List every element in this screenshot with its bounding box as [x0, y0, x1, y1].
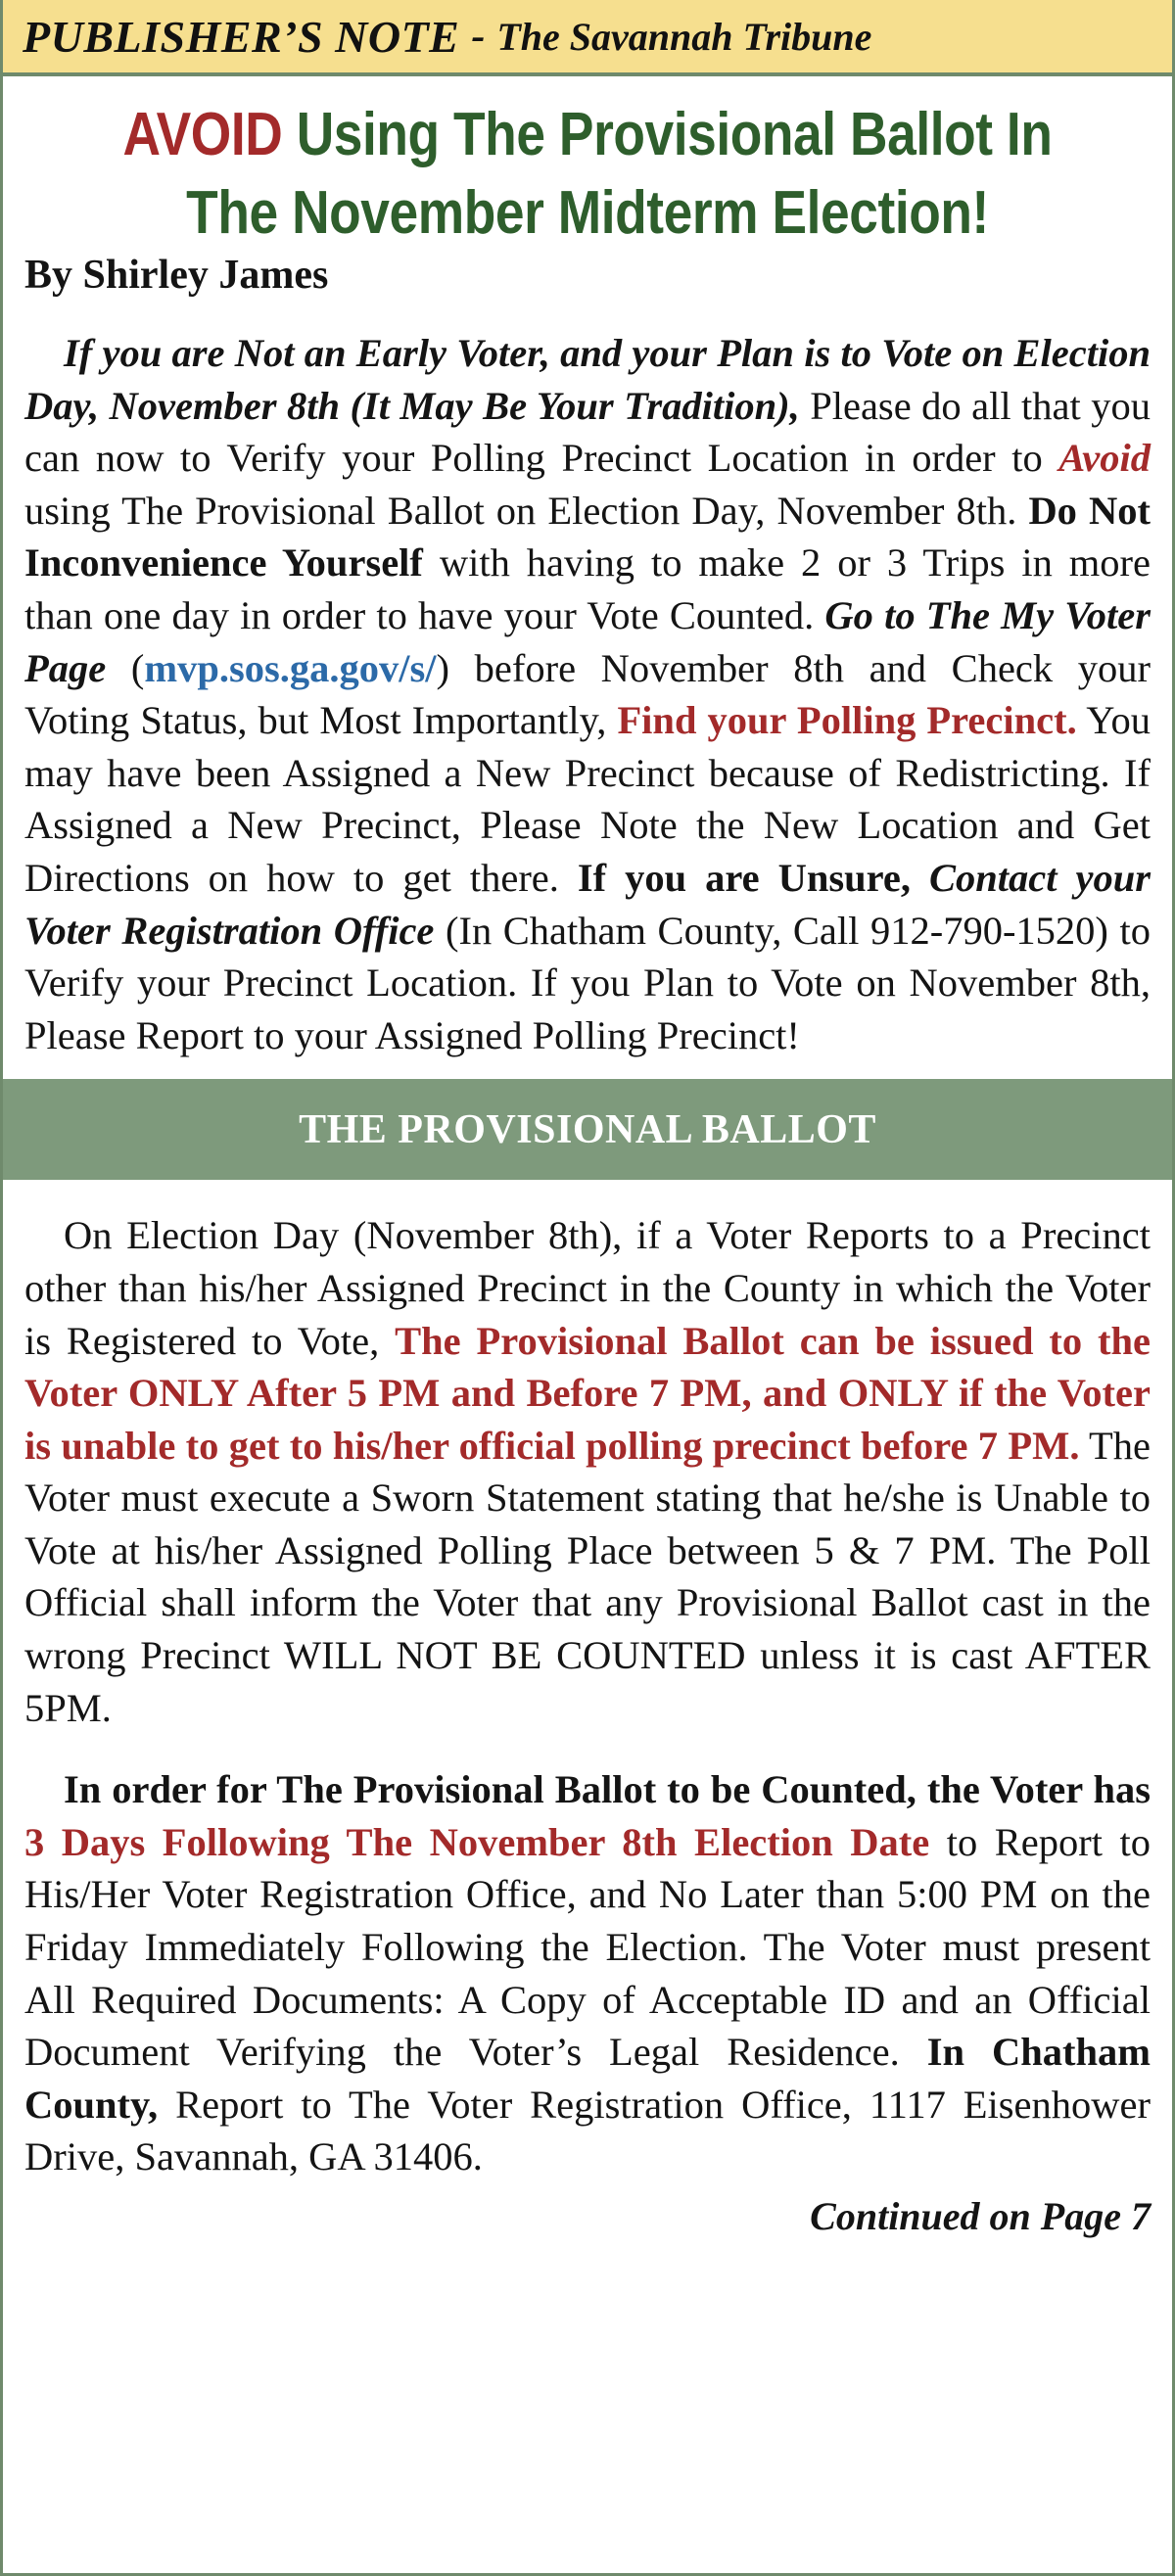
provisional-paragraph-2 [24, 1763, 1151, 2183]
newspaper-name: The Savannah Tribune [496, 14, 872, 59]
intro-article [3, 327, 1172, 1061]
section-text: On Election Day (November 8th), if a Voter Reports to a Precinct other than his/her Assigned Precinct in the County in which the Voter is Registered to Vote, [24, 1213, 1151, 1363]
intro-text: using The Provisional Ballot on Election Day, November 8th. [24, 488, 1029, 533]
avoid-emphasis: Avoid [1058, 436, 1151, 481]
section-title: THE PROVISIONAL BALLOT [299, 1106, 876, 1152]
section-text: to Report to His/Her Voter Registration Office, and No Later than 5:00 PM on the Friday Immediately Following the Election. The Voter must present All Required Documents: A Copy of Acceptable ID and an Official Document Verifying the Voter’s Legal Residence. [24, 1819, 1151, 2075]
if-unsure: If you are Unsure, [577, 855, 929, 900]
masthead-banner [3, 0, 1172, 76]
headline-line2: The November Midterm Election! [186, 179, 989, 247]
section-text: The Voter must execute a Sworn Statement stating that he/she is Unable to Vote at his/her Assigned Polling Place between 5 & 7 PM. The Poll Official shall inform the Voter that any Provisional Ballot cast in the wrong Precinct WILL NOT BE COUNTED unless it is cast AFTER 5PM. [24, 1423, 1151, 1730]
intro-lead: If you are Not an Early Voter, and your Plan is to Vote on Election Day, November 8th (It May Be Your Tradition), [24, 331, 1151, 428]
provisional-paragraph-1 [24, 1209, 1151, 1734]
three-days-deadline: 3 Days Following The November 8th Election Date [24, 1819, 930, 1864]
intro-text: Please do all that you can now to Verify your Polling Precinct Location in order to [24, 383, 1151, 481]
provisional-ballot-section [3, 1209, 1172, 2183]
intro-text: ( [106, 645, 145, 690]
intro-text: You may have been Assigned a New Precinct because of Redistricting. If Assigned a New Precinct, Please Note the New Location and Get Directions on how to get there. [24, 698, 1151, 900]
provisional-rule: The Provisional Ballot can be issued to the Voter ONLY After 5 PM and Before 7 PM, and ONLY if the Voter is unable to get to his/her official polling precinct before 7 PM. [24, 1318, 1151, 1468]
masthead-separator: - [471, 14, 486, 59]
contact-registration-office: Contact your Voter Registration Office [24, 855, 1151, 953]
section-text: Report to The Voter Registration Office, 1117 Eisenhower Drive, Savannah, GA 31406. [24, 2082, 1151, 2179]
publication-label: PUBLISHER’S NOTE [23, 11, 460, 62]
intro-text: (In Chatham County, Call 912-790-1520) to Verify your Precinct Location. If you Plan to Vote on November 8th, Please Report to your Assigned Polling Precinct! [24, 908, 1151, 1057]
intro-paragraph [24, 327, 1151, 1061]
headline-emphasis: AVOID [122, 101, 283, 168]
do-not-inconvenience: Do Not Inconvenience Yourself [24, 488, 1151, 585]
headline [85, 96, 1091, 253]
chatham-county: In Chatham County, [24, 2030, 1152, 2127]
my-voter-page: Go to The My Voter Page [24, 592, 1151, 690]
counted-requirement: In order for The Provisional Ballot to be Counted, the Voter has [64, 1767, 1151, 1812]
find-polling-precinct: Find your Polling Precinct. [617, 698, 1077, 743]
mvp-link[interactable]: mvp.sos.ga.gov/s/ [144, 645, 437, 690]
continued-notice[interactable]: Continued on Page 7 [810, 2194, 1151, 2238]
intro-text: ) before November 8th and Check your Voting Status, but Most Importantly, [24, 645, 1151, 743]
headline-line1: Using The Provisional Ballot In [296, 101, 1053, 168]
intro-text: with having to make 2 or 3 Trips in more than one day in order to have your Vote Counted. [24, 540, 1151, 637]
byline: By Shirley James [24, 253, 329, 298]
section-header-bar [3, 1079, 1172, 1180]
